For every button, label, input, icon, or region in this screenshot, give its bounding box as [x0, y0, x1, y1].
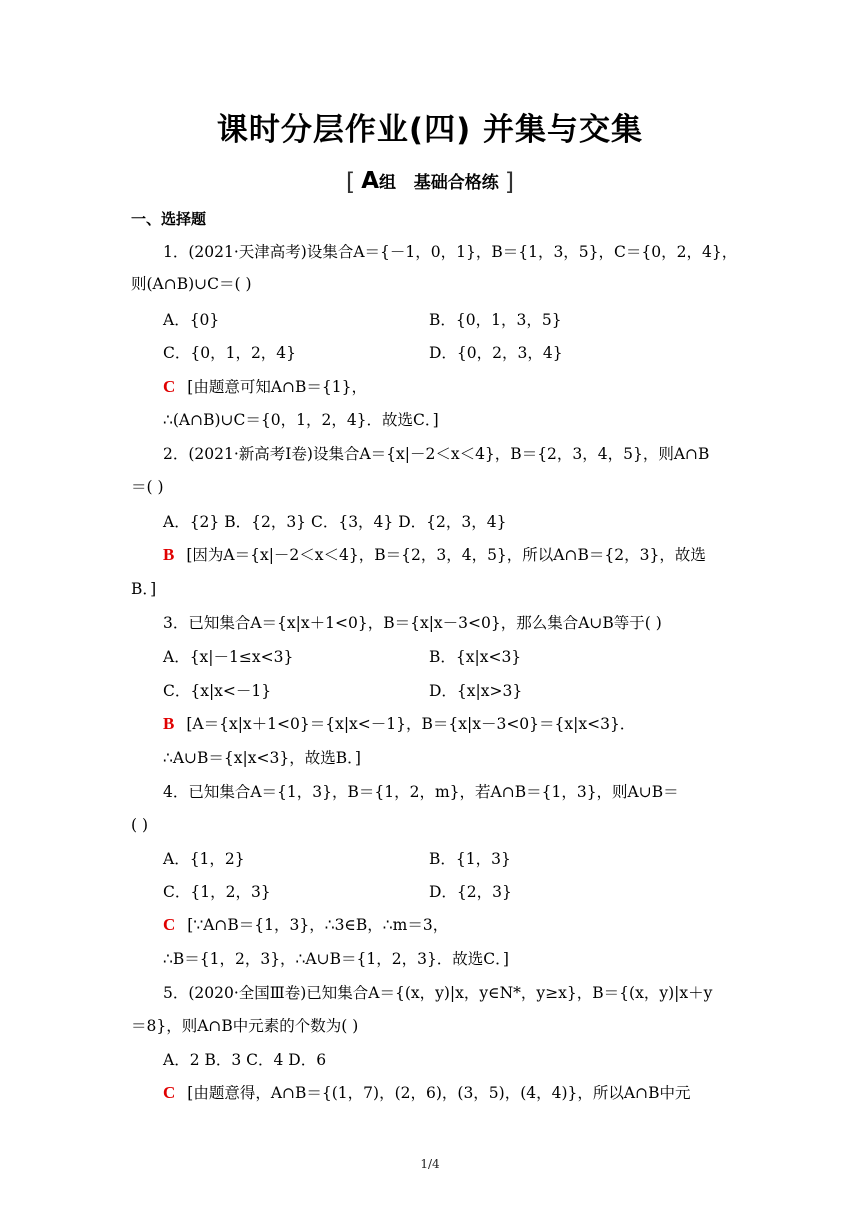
text-line — [163, 882, 271, 902]
answer-letter: C — [163, 377, 176, 396]
text-line — [429, 849, 511, 869]
line-text: C．{1，2，3} — [163, 883, 271, 901]
line-text: A．2 B．3 C．4 D．6 — [163, 1051, 327, 1069]
text-line — [163, 512, 506, 532]
line-text: B．{0，1，3，5} — [429, 311, 562, 329]
line-text: ∴A∪B＝{x|x<3}，故选B．] — [163, 749, 361, 767]
line-text: [因为A＝{x|－2＜x＜4}，B＝{2，3，4，5}，所以A∩B＝{2，3}，故选 — [186, 546, 706, 564]
answer-letter: C — [163, 1083, 176, 1102]
line-text: [A＝{x|x＋1<0}＝{x|x<－1}，B＝{x|x－3<0}＝{x|x<3}． — [186, 715, 636, 733]
line-text: D．{2，3} — [429, 883, 512, 901]
line-text: 则(A∩B)∪C＝( ) — [131, 275, 252, 293]
line-text: C．{x|x<－1} — [163, 682, 272, 700]
text-line — [163, 949, 509, 969]
text-line — [131, 815, 148, 835]
text-line — [163, 681, 271, 701]
line-text: A．{1，2} — [163, 850, 245, 868]
text-line — [163, 983, 712, 1003]
bracket-right: ] — [504, 168, 515, 196]
group-name: 基础合格练 — [413, 173, 499, 193]
line-text: A．{2} B．{2，3} C．{3，4} D．{2，3，4} — [163, 513, 507, 531]
line-text: 4．已知集合A＝{1，3}，B＝{1，2，m}，若A∩B＝{1，3}，则A∪B＝ — [163, 783, 679, 801]
answer-letter: B — [163, 714, 175, 733]
text-line — [163, 782, 679, 802]
line-text: A．{0} — [163, 311, 220, 329]
line-text: D．{x|x>3} — [429, 682, 523, 700]
line-text: ＝( ) — [131, 478, 164, 496]
line-text: B．] — [131, 580, 157, 598]
text-line — [429, 343, 563, 363]
text-line — [429, 310, 562, 330]
text-line — [163, 410, 439, 430]
line-text: ∴B＝{1，2，3}，∴A∪B＝{1，2，3}．故选C．] — [163, 950, 509, 968]
text-line — [163, 748, 361, 768]
line-text: ＝8}，则A∩B中元素的个数为( ) — [131, 1017, 359, 1035]
line-text: [∵A∩B＝{1，3}，∴3∈B，∴m＝3， — [187, 916, 449, 934]
text-line — [163, 343, 296, 363]
text-line — [163, 242, 737, 262]
text-line — [429, 882, 512, 902]
group-suffix: 组 — [379, 173, 397, 193]
text-line — [163, 545, 706, 565]
text-line — [163, 915, 448, 935]
group-letter: A — [361, 168, 380, 194]
text-line — [163, 1083, 690, 1103]
text-line — [163, 377, 367, 397]
line-text: 3．已知集合A＝{x|x＋1<0}，B＝{x|x－3<0}，那么集合A∪B等于( ) — [163, 614, 662, 632]
text-line — [163, 1050, 326, 1070]
group-header — [0, 168, 860, 196]
line-text: 2．(2021·新高考Ⅰ卷)设集合A＝{x|－2＜x＜4}，B＝{2，3，4，5}，则A∩B — [163, 445, 710, 463]
line-text: A．{x|－1≤x<3} — [163, 648, 294, 666]
answer-letter: B — [163, 545, 175, 564]
text-line — [163, 647, 293, 667]
line-text: [由题意可知A∩B＝{1}， — [187, 378, 367, 396]
line-text: 5．(2020·全国Ⅲ卷)已知集合A＝{(x，y)|x，y∈N*，y≥x}，B＝{(x，y)|x＋y — [163, 984, 713, 1002]
section-heading: 一、选择题 — [131, 210, 207, 228]
text-line — [163, 849, 245, 869]
line-text: ( ) — [131, 816, 149, 834]
line-text: C．{0，1，2，4} — [163, 344, 297, 362]
text-line — [163, 310, 219, 330]
text-line — [163, 444, 709, 464]
line-text: B．{x|x<3} — [429, 648, 522, 666]
line-text: B．{1，3} — [429, 850, 511, 868]
text-line — [163, 613, 662, 633]
text-line — [163, 714, 635, 734]
line-text: 1．(2021·天津高考)设集合A＝{－1，0，1}，B＝{1，3，5}，C＝{0，2，4}， — [163, 243, 738, 261]
page-title: 课时分层作业(四) 并集与交集 — [216, 112, 644, 148]
answer-letter: C — [163, 915, 176, 934]
text-line — [131, 579, 156, 599]
text-line — [131, 274, 252, 294]
line-text: D．{0，2，3，4} — [429, 344, 563, 362]
text-line — [131, 1016, 358, 1036]
line-text: [由题意得，A∩B＝{(1，7)，(2，6)，(3，5)，(4，4)}，所以A∩B中元 — [187, 1084, 691, 1102]
text-line — [131, 477, 164, 497]
text-line — [429, 647, 521, 667]
page-number: 1/4 — [420, 1157, 440, 1171]
line-text: ∴(A∩B)∪C＝{0，1，2，4}．故选C．] — [163, 411, 439, 429]
bracket-left: [ — [345, 168, 356, 196]
text-line — [429, 681, 522, 701]
